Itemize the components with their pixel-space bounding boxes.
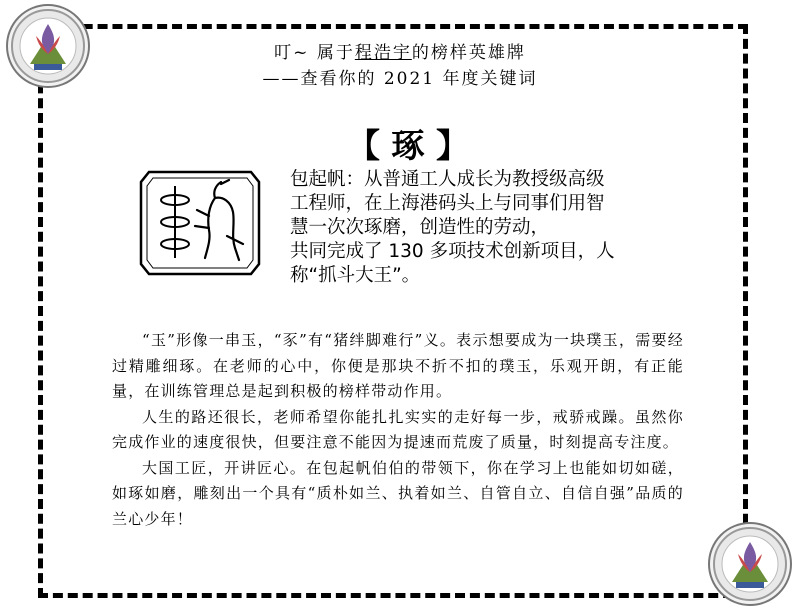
student-name: 程浩宇 [354,43,412,63]
comment-body [112,328,684,532]
keyword-title: 【 琢 】 [347,126,469,165]
intro-line: 工程师，在上海港码头上与同事们用智 [290,193,605,214]
school-emblem-top-left [6,4,90,88]
header-suffix: 的榜样英雄牌 [411,43,526,63]
intro-line: 慧一次次琢磨，创造性的劳动， [290,217,550,238]
header-prefix: 叮~ 属于 [274,43,355,63]
intro-line: 包起帆：从普通工人成长为教授级高级 [290,169,605,190]
comment-paragraph: 人生的路还很长，老师希望你能扎扎实实的走好每一步，戒骄戒躁。虽然你完成作业的速度很快，但要注意不能因为提速而荒废了质量，时刻提高专注度。 [112,407,684,451]
intro-line: 称“抓斗大王”。 [290,265,421,286]
header-line-2: ——查看你的 2021 年度关键词 [262,69,538,89]
school-emblem-bottom-right [708,522,792,606]
intro-line: 共同完成了 130 多项技术创新项目，人 [290,241,615,262]
comment-paragraph: “玉”形像一串玉，“豕”有“猪绊脚难行”义。表示想要成为一块璞玉，需要经过精雕细琢。在老师的心中，你便是那块不折不扣的璞玉，乐观开朗，有正能量，在训练管理总是起到积极的榜样带动作用。 [112,331,684,400]
comment-paragraph: 大国工匠，开讲匠心。在包起帆伯伯的带领下，你在学习上也能如切如磋，如琢如磨，雕刻出一个具有“质朴如兰、执着如兰、自管自立、自信自强”品质的兰心少年！ [112,458,684,528]
header-line-1 [140,38,660,63]
intro-text [290,168,690,288]
ancient-character-seal-illustration [135,166,265,280]
